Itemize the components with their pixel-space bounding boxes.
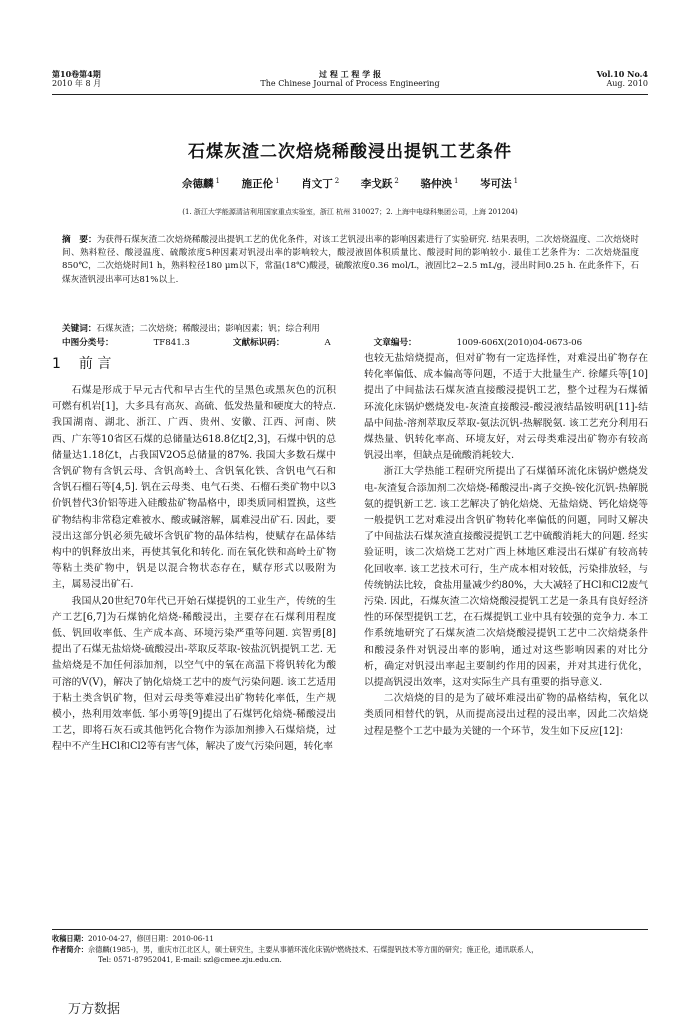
author: 李戈跃 $^2$ [360, 176, 399, 190]
volume-issue: 第10卷第4期 [52, 69, 101, 79]
document-code: 文献标识码： A [232, 338, 331, 348]
journal-name-en: The Chinese Journal of Process Engineering [260, 79, 440, 88]
journal-name-cn: 过 程 工 程 学 报 [319, 69, 381, 79]
abstract-text: 为获得石煤灰渣二次焙烧稀酸浸出提钒工艺的优化条件，对该工艺钒浸出率的影响因素进行了实验研究. 结果表明，二次焙烧温度、二次焙烧时间、熟料粒径、酸浸温度、硫酸浓度5种因素对钒浸出率的影响较大，酸浸液固体积质量比、酸浸时间的影响较小. 最佳工艺条件为：二次焙烧温度850℃，二次焙烧时间1 h，熟料粒径180 μm以下，常温(18℃)酸浸，硫酸浓度0.36 mol/L，液固比2~2.5 mL/g，浸出时间0.25 h. 在此条件下，石煤灰渣钒浸出率可达81%以上. [62, 235, 639, 285]
right-column [364, 351, 648, 740]
keywords-label: 关键词： [62, 324, 97, 334]
author: 肖文丁 $^2$ [301, 176, 340, 190]
clc-number: 中图分类号： TF841.3 [62, 338, 190, 348]
abstract-label: 摘 要： [62, 235, 97, 245]
paragraph: 浙江大学热能工程研究所提出了石煤循环流化床锅炉燃烧发电-灰渣复合添加剂二次焙烧-稀酸浸出-离子交换-铵化沉钒-热解脱氨的提钒新工艺. 该工艺解决了钠化焙烧、无盐焙烧、钙化焙烧等一般提钒工艺对难浸出含钒矿物转化率偏低的问题，同时又解决了中间盐法石煤灰渣直接酸浸提钒工艺中硫酸消耗大的问题. 经实验证明，该二次焙烧工艺对广西上林地区难浸出石煤矿有较高转化回收率. 该工艺技术可行，生产成本相对较低，污染排放轻，与传统钠法比较，食盐用量减少约80%，大大减轻了HCl和Cl2废气污染. 因此，石煤灰渣二次焙烧酸浸提钒工艺是一条具有良好经济性的环保型提钒工艺，在石煤提钒工业中具有较强的竞争力. 本工作系统地研究了石煤灰渣二次焙烧酸浸提钒工艺中二次焙烧条件和酸浸条件对钒浸出率的影响，通过对这些影响因素的对比分析，确定对钒浸出率起主要制约作用的因素，并对其进行优化，以提高钒浸出效率，这对实际生产具有重要的指导意义. [364, 466, 648, 689]
running-header-right [597, 69, 648, 89]
author: 骆仲泱 $^1$ [420, 176, 459, 190]
paper-title: 石煤灰渣二次焙烧稀酸浸出提钒工艺条件 [188, 142, 512, 162]
watermark: 万方数据 [68, 1002, 121, 1017]
paragraph: 石煤是形成于早元古代和早古生代的呈黑色或黑灰色的沉积可燃有机岩[1]，大多具有高灰、高硫、低发热量和硬度大的特点. 我国湖南、湖北、浙江、广西、贵州、安徽、江西、河南、陕西、广东等10省区石煤的总储量达618.8亿t[2,3]，石煤中钒的总储量达1.18亿t，占我国V2O5总储量的87%. 我国大多数石煤中含钒矿物有含钒云母、含钒高岭土、含钒氧化铁、含钒电气石和含钒石榴石等[4,5]. 钒在云母类、电气石类、石榴石类矿物中以3价钒替代3价铝等进入硅酸盐矿物晶格中，即类质同相置换，这些矿物结构非常稳定难被水、酸或碱溶解，属难浸出矿石. 因此，要浸出这部分钒必须先破坏含钒矿物的晶体结构，使赋存在晶体结构中的钒释放出来，再使其氧化和转化. 而在氧化铁和高岭土矿物等粘土类矿物中，钒是以混合物状态存在，赋存形式以吸附为主，属易浸出矿石. [52, 385, 336, 591]
issue-date-en: Aug. 2010 [606, 79, 648, 88]
paragraph: 二次焙烧的目的是为了破坏难浸出矿物的晶格结构，氧化以类质同相替代的钒，从而提高浸出过程的浸出率，因此二次焙烧过程是整个工艺中最为关键的一个环节，发生如下反应[12]： [364, 693, 648, 737]
keywords-text: 石煤灰渣；二次焙烧；稀酸浸出；影响因素；钒；综合利用 [96, 324, 320, 334]
received-date: 收稿日期：2010-04-27，修回日期：2010-06-11 [52, 934, 214, 943]
author-bio: 作者简介：佘德麟(1985-)，男，重庆市江北区人，硕士研究生，主要从事循环流化床锅炉燃烧技术、石煤提钒技术等方面的研究；施正伦，通讯联系人， [52, 945, 539, 954]
author: 施正伦 $^1$ [241, 176, 280, 190]
volume-issue-en: Vol.10 No.4 [596, 69, 648, 79]
classification-line [62, 337, 639, 350]
affiliation: (1. 浙江大学能源清洁利用国家重点实验室，浙江 杭州 310027；2. 上海中电绿科集团公司，上海 201204) [182, 208, 518, 216]
author: 佘德麟 $^1$ [181, 176, 220, 190]
paragraph: 也较无盐焙烧提高，但对矿物有一定选择性，对难浸出矿物存在转化率偏低、成本偏高等问题，不适于大批量生产. 徐耀兵等[10]提出了中间盐法石煤灰渣直接酸浸提钒工艺，整个过程为石煤循环流化床锅炉燃烧发电-灰渣直接酸浸-酸浸液结晶铵明矾[11]-结晶中间盐-溶剂萃取反萃取-氨法沉钒-热解脱氨. 该工艺充分利用石煤热量、钒转化率高、环境友好，对云母类难浸出矿物亦有较高钒浸出率，但缺点是硫酸消耗较大. [364, 353, 648, 462]
keywords [62, 323, 639, 336]
header-rule [52, 94, 648, 95]
left-column [52, 351, 336, 756]
footnote-rule [52, 929, 648, 930]
abstract [62, 234, 639, 287]
running-header-center [0, 69, 700, 89]
article-number: 文章编号： 1009-606X(2010)04-0673-06 [373, 338, 583, 348]
paragraph: 我国从20世纪70年代已开始石煤提钒的工业生产，传统的生产工艺[6,7]为石煤钠化焙烧-稀酸浸出，主要存在石煤利用程度低、钒回收率低、生产成本高、环境污染严重等问题. 宾智勇[8]提出了石煤无盐焙烧-硫酸浸出-萃取反萃取-铵盐沉钒提钒工艺. 无盐焙烧是不加任何添加剂，以空气中的氧在高温下将钒转化为酸可溶的V(V)，解决了钠化焙烧工艺中的废气污染问题. 该工艺适用于粘土类含钒矿物，但对云母类等难浸出矿物转化率低，生产规模小，热利用效率低. 邹小勇等[9]提出了石煤钙化焙烧-稀酸浸出工艺，即将石灰石或其他钙化合物作为添加剂掺入石煤焙烧，过程中不产生HCl和Cl2等有害气体，解决了废气污染问题，转化率 [52, 595, 336, 753]
contact-info: Tel: 0571-87952041, E-mail: szl@cmee.zju.edu.cn. [98, 955, 282, 964]
issue-date: 2010 年 8 月 [52, 79, 102, 88]
section-heading: 1 前 言 [52, 356, 112, 372]
author: 岑可法 $^1$ [480, 176, 519, 190]
author-list [0, 176, 700, 191]
